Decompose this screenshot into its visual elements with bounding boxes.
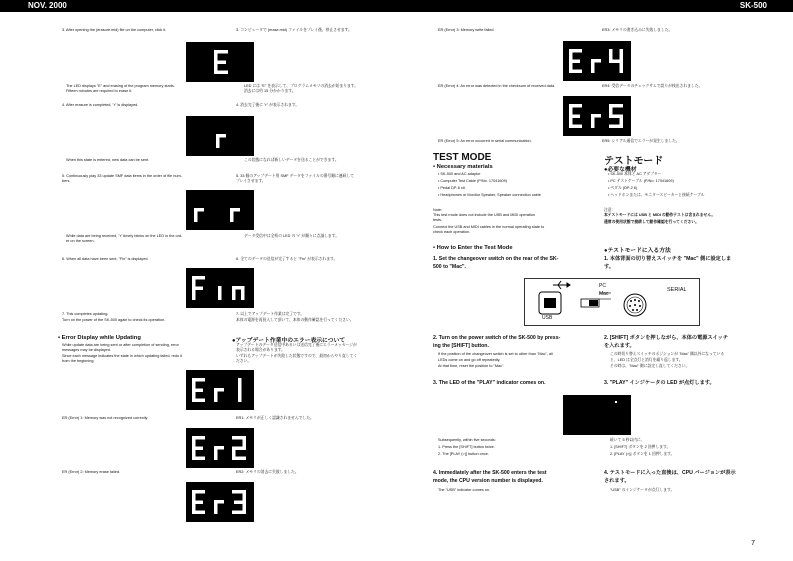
led-display-Er5 [563, 96, 631, 136]
error-display-heading-jp: ●アップデート作業中のエラー表示について [232, 338, 346, 344]
note-4: check each operation. [433, 230, 471, 234]
how-step-3-jp: 3. "PLAY" インジケータの LED が点灯します。 [604, 380, 715, 386]
enter-test-mode-heading: • How to Enter the Test Mode [433, 245, 513, 251]
material-4-jp: • ヘッドホンまたは、モニタースピーカーと接続ケーブル [608, 193, 705, 197]
how-step-1-a: 1. Set the changeover switch on the rear of the SK- [433, 256, 559, 262]
led-display-play-indicator [563, 395, 631, 435]
step-3-note-1: The LED displays "E" and erasing of the program memory starts. [66, 84, 175, 88]
material-2-jp: • PC テストケーブル (P/No. 17041609) [608, 179, 674, 183]
error-text-jp-4: ださい。 [236, 359, 252, 363]
step-5-note-1: While data are being received, "r" timely blinks on the LED in the ord- [66, 234, 183, 238]
how-step-1-jp-a: 1. 本体背面の切り替えスイッチを "Mac" 側に設定しま [604, 256, 732, 262]
error-1-text-jp: ER1: メモリが正しく認識されませんでした。 [236, 416, 314, 420]
error-text-4: from the beginning. [62, 359, 95, 363]
how-step-2-jp-b: を入れます。 [604, 343, 635, 349]
material-4: • Headphones or Monitor Speaker, Speaker connection cable [438, 193, 541, 197]
step-3-note-jp-1: LED には "E" を表示して、プログラムメモリの消去が始まります。 [244, 84, 359, 88]
led-display-Er4 [563, 41, 631, 81]
how-step-2-note-3: At that time, reset the position to "Mac". [438, 364, 505, 368]
port-label-serial: SERIAL [667, 287, 687, 293]
how-step-3-note-3: 2. The [PLAY (>)] button once. [438, 452, 489, 456]
page-number: 7 [751, 540, 755, 547]
led-display-Er3 [186, 482, 254, 522]
step-3-note-jp-2: 消去には約 15 分かかります。 [244, 89, 296, 93]
error-3-text: ER (Error) 3: Memory write failed. [438, 28, 495, 32]
how-step-4-jp-a: 4. テストモードに入った直後は、CPU バージョンが表示 [604, 470, 736, 476]
header-model: SK-500 [739, 1, 767, 10]
note-1: This test mode does not include the USB and MIDI operation [433, 213, 536, 217]
how-step-4-b: mode, the CPU version number is displayed. [433, 478, 543, 484]
step-5-text-2: bers. [62, 179, 71, 183]
material-3: • Pedal DP-6 ctl. [438, 186, 466, 190]
error-text-2: messages may be displayed. [62, 348, 111, 352]
error-text-jp-3: いずれもアップデートが失敗した状態ですので、最初からやり直してく [236, 354, 358, 358]
step-3-text-jp: 3. コンピュータで (erase.mid) ファイルをプレイ後、停止させます。 [236, 28, 352, 32]
led-display-r-r [186, 190, 254, 230]
error-4-text-jp: ER4: 受信データのチェックサムで誤りが検出されました。 [602, 84, 703, 88]
port-label-usb: USB [542, 315, 553, 321]
enter-test-mode-heading-jp: ●テストモードに入る方法 [604, 248, 671, 254]
error-1-text: ER (Error) 1: Memory was not recognized correctly. [62, 416, 149, 420]
how-step-3-jp-note-1: 続いて 5 秒以内に、 [610, 438, 645, 442]
led-display-Fin [186, 268, 254, 308]
error-2-text-jp: ER2: メモリの消去に失敗しました。 [236, 470, 299, 474]
how-step-4-jp-note: "USB" のインジケータが点灯します。 [610, 488, 675, 492]
step-6-text-jp: 6. 全てのデータの送信が完了すると "Fin" が表示されます。 [236, 257, 338, 261]
note-jp-1: 本テストモードには USB と MIDI の動作テストは含まれません。 [604, 213, 716, 217]
how-step-2-jp-note-3: その時は、"Mac" 側に設定し直してください。 [610, 364, 690, 368]
step-6-text: 6. When all data have been sent, "Fin" is displayed. [62, 257, 149, 261]
step-7-text-2: Turn on the power of the SK-500 again to check its operation. [62, 318, 166, 322]
material-1: • SK-500 and AC adaptor [438, 172, 481, 176]
how-step-3-jp-note-3: 2. [PLAY (>)] ボタンを 1 回押します。 [610, 452, 675, 456]
step-3-text: 3. After opening the (erasure.mid) file on the computer, click it. [62, 28, 167, 32]
material-2: • Computer Test Cable (P/No. 17041609) [438, 179, 508, 183]
led-display-r [186, 116, 254, 156]
error-5-text: ER (Error) 5: An error occurred in serial communication. [438, 139, 532, 143]
material-3-jp: • ペダル (DP-2 6) [608, 186, 638, 190]
how-step-2-jp-note-1: この時切り替えスイッチのポジションが "Mac" 側以外になっている [610, 352, 725, 356]
test-mode-title: TEST MODE [433, 152, 492, 163]
how-step-3-jp-note-2: 1. [SHIFT] ボタンを 2 回押します。 [610, 445, 671, 449]
how-step-4-jp-b: されます。 [604, 478, 630, 484]
led-display-E [186, 42, 254, 82]
step-4-text-jp: 4. 消去完了後に "r" が表示されます。 [236, 103, 300, 107]
note-3: Connect the USB and MIDI cables in the normal operating state to [433, 225, 545, 229]
step-5-text-jp-2: プレイさせます。 [236, 179, 266, 183]
how-step-1-b: 500 to "Mac". [433, 264, 466, 270]
note-label: Note: [433, 208, 443, 212]
error-5-text-jp: ER5: シリアル通信でエラーが発生しました。 [602, 139, 680, 143]
step-5-note-2: er on the screen. [66, 239, 95, 243]
how-step-2-note-1: If the position of the changeover switch is set to other than "Mac", all [438, 352, 553, 356]
step-4-note-jp: この状態になれば新しいデータを送ることができます。 [244, 158, 339, 162]
page-header [0, 0, 793, 12]
error-text-jp-1: アップデートのデータ送信中あるいは送信完了後にエラーメッセージが [236, 343, 357, 347]
rear-panel-diagram [524, 278, 700, 326]
how-step-3-note-1: Subsequently, within five seconds: [438, 438, 496, 442]
error-2-text: ER (Error) 2: Memory erase failed. [62, 470, 121, 474]
how-step-2-note-2: LEDs come on and go off repeatedly. [438, 358, 501, 362]
how-step-2-jp-a: 2. [SHIFT] ボタンを押しながら、本体の電源スイッチ [604, 335, 729, 341]
materials-heading-jp: ●必要な機材 [604, 167, 637, 173]
material-1-jp: • SK-500 本体と AC アダプター [608, 172, 662, 176]
step-5-note-jp: データ受信中は全桁の LED の "r" が順々に点滅します。 [244, 234, 339, 238]
switch-label-pc: PC [599, 283, 606, 289]
error-4-text: ER (Error) 4: An error was detected in the checksum of received data. [438, 84, 556, 88]
how-step-4-a: 4. Immediately after the SK-500 enters the test [433, 470, 547, 476]
led-display-Er2 [186, 428, 254, 468]
how-step-2-a: 2. Turn on the power switch of the SK-500 by press- [433, 335, 561, 341]
note-2: tests. [433, 218, 443, 222]
how-step-2-b: ing the [SHIFT] button. [433, 343, 489, 349]
note-jp-2: 通常の使用状態で接続して動作確認を行ってください。 [604, 220, 699, 224]
step-5-text-jp-1: 5. 33 個のアップデート用 SMF データをファイルの番号順に連続して [236, 174, 354, 178]
step-3-note-2: Fifteen minutes are required to erase it. [66, 89, 133, 93]
led-display-Er1 [186, 370, 254, 410]
error-display-heading: • Error Display while Updating [58, 335, 141, 341]
step-4-text: 4. After erasure is completed, "r" is displayed. [62, 103, 139, 107]
how-step-1-jp-b: す。 [604, 264, 614, 270]
how-step-3-note-2: 1. Press the [SHIFT] button twice. [438, 445, 495, 449]
step-7-text-jp-2: 本体の電源を再投入して頂いて、本体の動作確認を行ってください。 [236, 318, 354, 322]
usb-symbol-icon [553, 281, 570, 289]
note-label-jp: 注意： [604, 208, 616, 212]
switch-label-mac: Mac [599, 291, 609, 297]
step-5-text-1: 5. Continuously play 33 update SMF data items in the order of file num- [62, 174, 182, 178]
step-7-text-jp: 7. 以上でアップデート作業は完了です。 [236, 312, 305, 316]
error-3-text-jp: ER3: メモリの書き込みに失敗しました。 [602, 28, 673, 32]
test-mode-title-jp: テストモード [604, 156, 664, 167]
step-4-note: When this state is entered, new data can be sent. [66, 158, 150, 162]
error-text-3: Since each message indicates the state in which updating failed, redo it [62, 354, 183, 358]
error-text-1: While update data are being sent or after completion of sending, error [62, 343, 179, 347]
how-step-2-jp-note-2: と、LED は全点灯と消灯を繰り返します。 [610, 358, 683, 362]
materials-heading: • Necessary materials [433, 164, 493, 170]
step-7-text: 7. This completes updating. [62, 312, 109, 316]
error-text-jp-2: 表示される場合があります。 [236, 348, 286, 352]
how-step-3: 3. The LED of the "PLAY" indicator comes on. [433, 380, 546, 386]
how-step-4-note: The "USB" indicator comes on. [438, 488, 491, 492]
header-date: NOV. 2000 [28, 1, 67, 10]
